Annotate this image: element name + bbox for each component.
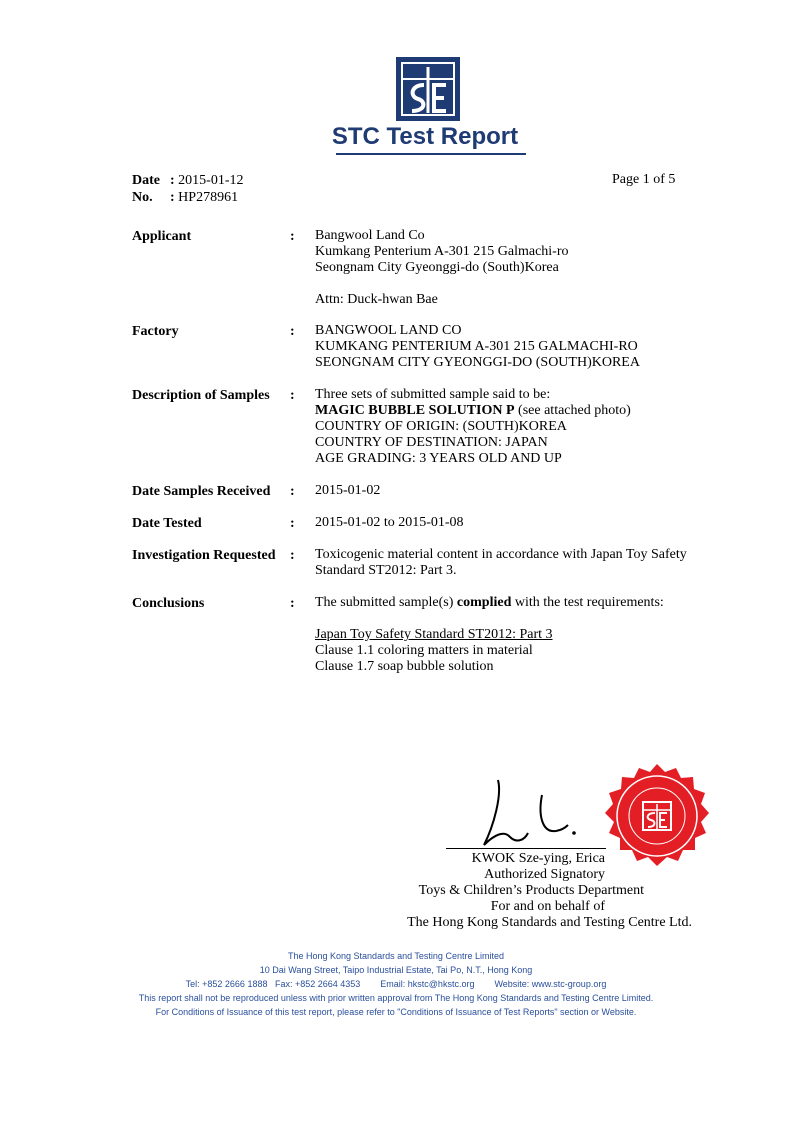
signatory-name: KWOK Sze-ying, Erica <box>471 851 605 866</box>
signature-line <box>446 848 606 849</box>
investigation-colon: : <box>290 548 295 563</box>
conclusions-value <box>315 595 715 675</box>
description-line: COUNTRY OF ORIGIN: (SOUTH)KOREA <box>315 419 567 434</box>
footer-conditions: For Conditions of Issuance of this test report, please refer to "Conditions of Issuance of Test Reports" section or Website. <box>155 1007 637 1017</box>
description-intro: Three sets of submitted sample said to be: <box>315 387 551 402</box>
date-tested-colon: : <box>290 516 295 531</box>
report-title: STC Test Report <box>331 123 519 150</box>
clause-item: Clause 1.7 soap bubble solution <box>315 659 494 674</box>
date-received-label: Date Samples Received <box>132 484 271 499</box>
conclusions-colon: : <box>290 596 295 611</box>
date-tested-label: Date Tested <box>132 516 202 531</box>
investigation-value <box>315 547 715 579</box>
date-tested-value: 2015-01-02 to 2015-01-08 <box>315 515 464 530</box>
applicant-attn: Attn: Duck-hwan Bae <box>315 292 438 307</box>
conclusions-label: Conclusions <box>132 596 205 611</box>
signatory-title: Authorized Signatory <box>484 867 605 882</box>
factory-label: Factory <box>132 324 179 339</box>
factory-value <box>315 323 715 371</box>
signatory-department: Toys & Children’s Products Department <box>418 883 644 898</box>
footer-address: 10 Dai Wang Street, Taipo Industrial Estate, Tai Po, N.T., Hong Kong <box>259 965 533 975</box>
conclusions-result: complied <box>456 595 512 610</box>
description-colon: : <box>290 388 295 403</box>
product-name: MAGIC BUBBLE SOLUTION P <box>315 403 515 418</box>
applicant-line: Seongnam City Gyeonggi-do (South)Korea <box>315 260 559 275</box>
date-value: 2015-01-12 <box>178 173 244 188</box>
conclusions-text-before: The submitted sample(s) <box>315 595 457 610</box>
company-name: The Hong Kong Standards and Testing Centre Ltd. <box>407 915 692 930</box>
date-received-colon: : <box>290 484 295 499</box>
description-label: Description of Samples <box>132 388 270 403</box>
description-line: COUNTRY OF DESTINATION: JAPAN <box>315 435 548 450</box>
conclusions-text-after: with the test requirements: <box>511 595 664 610</box>
description-value <box>315 387 715 467</box>
product-line <box>315 403 715 419</box>
page-indicator: Page 1 of 5 <box>612 172 676 187</box>
footer <box>0 949 792 1019</box>
company-seal-icon <box>599 762 715 878</box>
applicant-line: Kumkang Penterium A-301 215 Galmachi-ro <box>315 244 569 259</box>
stc-logo-icon <box>396 57 460 121</box>
factory-line: SEONGNAM CITY GYEONGGI-DO (SOUTH)KOREA <box>315 355 640 370</box>
date-row <box>132 172 244 189</box>
investigation-line: Toxicogenic material content in accordance with Japan Toy Safety <box>315 547 687 562</box>
handwritten-signature-icon <box>470 775 580 850</box>
factory-colon: : <box>290 324 295 339</box>
title-underline <box>336 153 526 155</box>
clause-item: Clause 1.1 coloring matters in material <box>315 643 533 658</box>
report-number-row <box>132 189 238 206</box>
footer-disclaimer: This report shall not be reproduced unless with prior written approval from The Hong Kong Standards and Testing Centre Limited. <box>138 993 654 1003</box>
no-colon: : <box>170 190 175 205</box>
date-colon: : <box>170 173 175 188</box>
footer-company: The Hong Kong Standards and Testing Centre Limited <box>288 951 504 961</box>
date-label: Date <box>132 173 160 188</box>
applicant-value <box>315 228 715 308</box>
factory-line: BANGWOOL LAND CO <box>315 323 462 338</box>
applicant-label: Applicant <box>132 229 192 244</box>
footer-contact: Tel: +852 2666 1888 Fax: +852 2664 4353 Email: hkstc@hkstc.org Website: www.stc-group.org <box>185 979 607 989</box>
standard-name: Japan Toy Safety Standard ST2012: Part 3 <box>315 627 553 642</box>
description-line: AGE GRADING: 3 YEARS OLD AND UP <box>315 451 562 466</box>
on-behalf-text: For and on behalf of <box>490 899 605 914</box>
investigation-line: Standard ST2012: Part 3. <box>315 563 457 578</box>
date-received-value: 2015-01-02 <box>315 483 381 498</box>
applicant-line: Bangwool Land Co <box>315 228 425 243</box>
applicant-colon: : <box>290 229 295 244</box>
no-label: No. <box>132 190 153 205</box>
conclusions-statement <box>315 595 715 611</box>
investigation-label: Investigation Requested <box>132 548 276 563</box>
factory-line: KUMKANG PENTERIUM A-301 215 GALMACHI-RO <box>315 339 638 354</box>
product-note: (see attached photo) <box>514 403 631 418</box>
report-number: HP278961 <box>178 190 239 205</box>
